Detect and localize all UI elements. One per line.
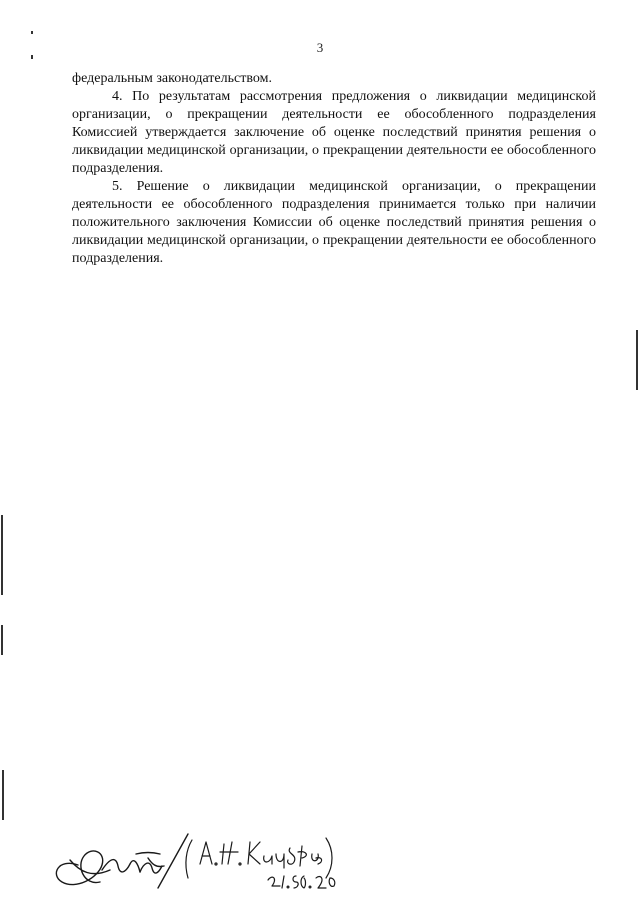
document-body (72, 70, 596, 268)
scan-speck (31, 31, 33, 34)
paragraph-item-5: 5. Решение о ликвидации медицинской организации, о прекращении деятельности ее обособленного подразделения принимается только при наличии положительного заключения Комиссии об оценке последствий принятия решения о ликвидации медицинской организации, о прекращении деятельности ее обособленного подразделения. (72, 179, 596, 266)
paragraph-item-4: 4. По результатам рассмотрения предложения о ликвидации медицинской организации, о прекращении деятельности ее обособленного подразделения Комиссией утверждается заключение об оценке последствий принятия решения о ликвидации медицинской организации, о прекращении деятельности ее обособленного подразделения. (72, 89, 596, 176)
scan-edge-line (2, 770, 4, 820)
scan-edge-line (636, 330, 638, 390)
scan-edge-line (1, 625, 3, 655)
paragraph-continuation: федеральным законодательством. (72, 71, 272, 86)
handwritten-signature (40, 820, 370, 895)
page-number: 3 (316, 40, 324, 55)
scan-edge-line (1, 515, 3, 595)
